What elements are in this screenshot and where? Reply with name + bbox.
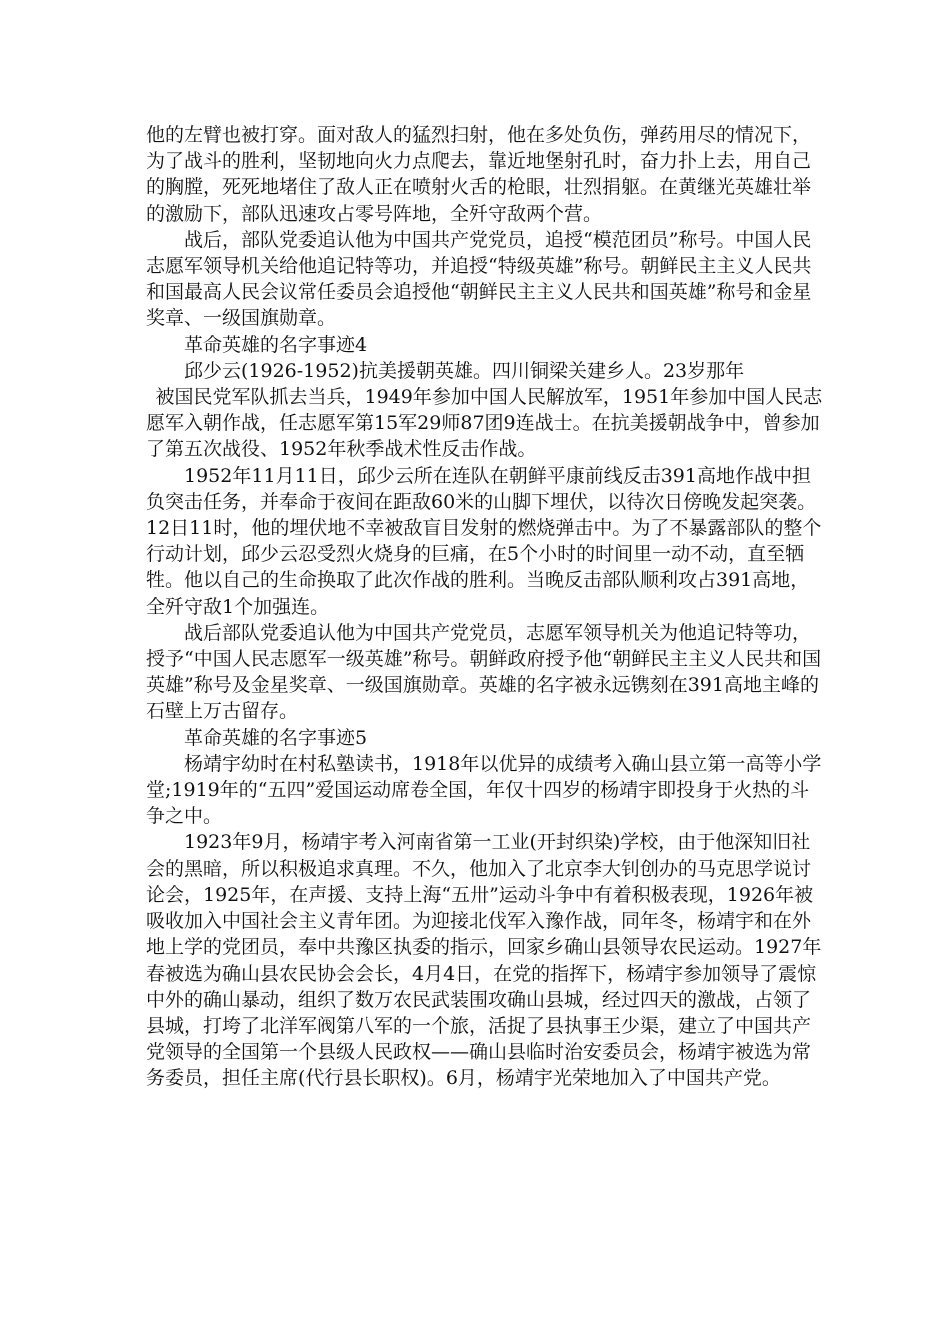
paragraph-yang-youth: 杨靖宇幼时在村私塾读书，1918年以优异的成绩考入确山县立第一高等小学堂;1919年的“五四”爱国运动席卷全国，年仅十四岁的杨靖宇即投身于火热的斗争之中。 — [146, 752, 822, 828]
paragraph-continuation: 他的左臂也被打穿。面对敌人的猛烈扫射，他在多处负伤，弹药用尽的情况下，为了战斗的胜利，坚韧地向火力点爬去，靠近地堡射孔时，奋力扑上去，用自己的胸膛，死死地堵住了敌人正在喷射火舌的枪眼，壮烈捐躯。在黄继光英雄壮举的激励下，部队迅速攻占零号阵地，全歼守敌两个营。 — [146, 124, 812, 225]
document-body — [146, 122, 826, 1092]
paragraph-qiu-honors: 战后部队党委追认他为中国共产党党员，志愿军领导机关为他追记特等功，授予“中国人民志愿军一级英雄”称号。朝鲜政府授予他“朝鲜民主主义人民共和国英雄”称号及金星奖章、一级国旗勋章。英雄的名字被永远镌刻在391高地主峰的石壁上万古留存。 — [146, 621, 822, 723]
paragraph-yang-revolution: 1923年9月，杨靖宇考入河南省第一工业(开封织染)学校，由于他深知旧社会的黑暗，所以积极追求真理。不久，他加入了北京李大钊创办的马克思学说讨论会，1925年，在声援、支持上海“五卅”运动斗争中有着积极表现，1926年被吸收加入中国社会主义青年团。为迎接北伐军入豫作战，同年冬，杨靖宇和在外地上学的党团员，奉中共豫区执委的指示，回家乡确山县领导农民运动。1927年春被选为确山县农民协会会长，4月4日，在党的指挥下，杨靖宇参加领导了震惊中外的确山暴动，组织了数万农民武装围攻确山县城，经过四天的激战，占领了县城，打垮了北洋军阀第八军的一个旅，活捉了县执事王少渠，建立了中国共产党领导的全国第一个县级人民政权——确山县临时治安委员会，杨靖宇被选为常务委员，担任主席(代行县长职权)。6月，杨靖宇光荣地加入了中国共产党。 — [146, 831, 822, 1090]
paragraph-qiu-service: 被国民党军队抓去当兵，1949年参加中国人民解放军，1951年参加中国人民志愿军入朝作战，任志愿军第15军29师87团9连战士。在抗美援朝战争中，曾参加了第五次战役、1952年秋季战术性反击作战。 — [146, 386, 823, 461]
paragraph-qiu-intro: 邱少云(1926-1952)抗美援朝英雄。四川铜梁关建乡人。23岁那年 — [184, 359, 745, 382]
section-heading-5: 革命英雄的名字事迹5 — [184, 726, 368, 749]
paragraph-qiu-battle: 1952年11月11日，邱少云所在连队在朝鲜平康前线反击391高地作战中担负突击任务，并奉命于夜间在距敌60米的山脚下埋伏，以待次日傍晚发起突袭。12日11时，他的埋伏地不幸被敌盲目发射的燃烧弹击中。为了不暴露部队的整个行动计划，邱少云忍受烈火烧身的巨痛，在5个小时的时间里一动不动，直至牺牲。他以自己的生命换取了此次作战的胜利。当晚反击部队顺利攻占391高地，全歼守敌1个加强连。 — [146, 464, 822, 618]
section-heading-4: 革命英雄的名字事迹4 — [184, 333, 368, 356]
paragraph-honors-huang: 战后，部队党委追认他为中国共产党党员，追授“模范团员”称号。中国人民志愿军领导机关给他追记特等功，并追授“特级英雄”称号。朝鲜民主主义人民共和国最高人民会议常任委员会追授他“朝鲜民主主义人民共和国英雄”称号和金星奖章、一级国旗勋章。 — [146, 228, 812, 330]
